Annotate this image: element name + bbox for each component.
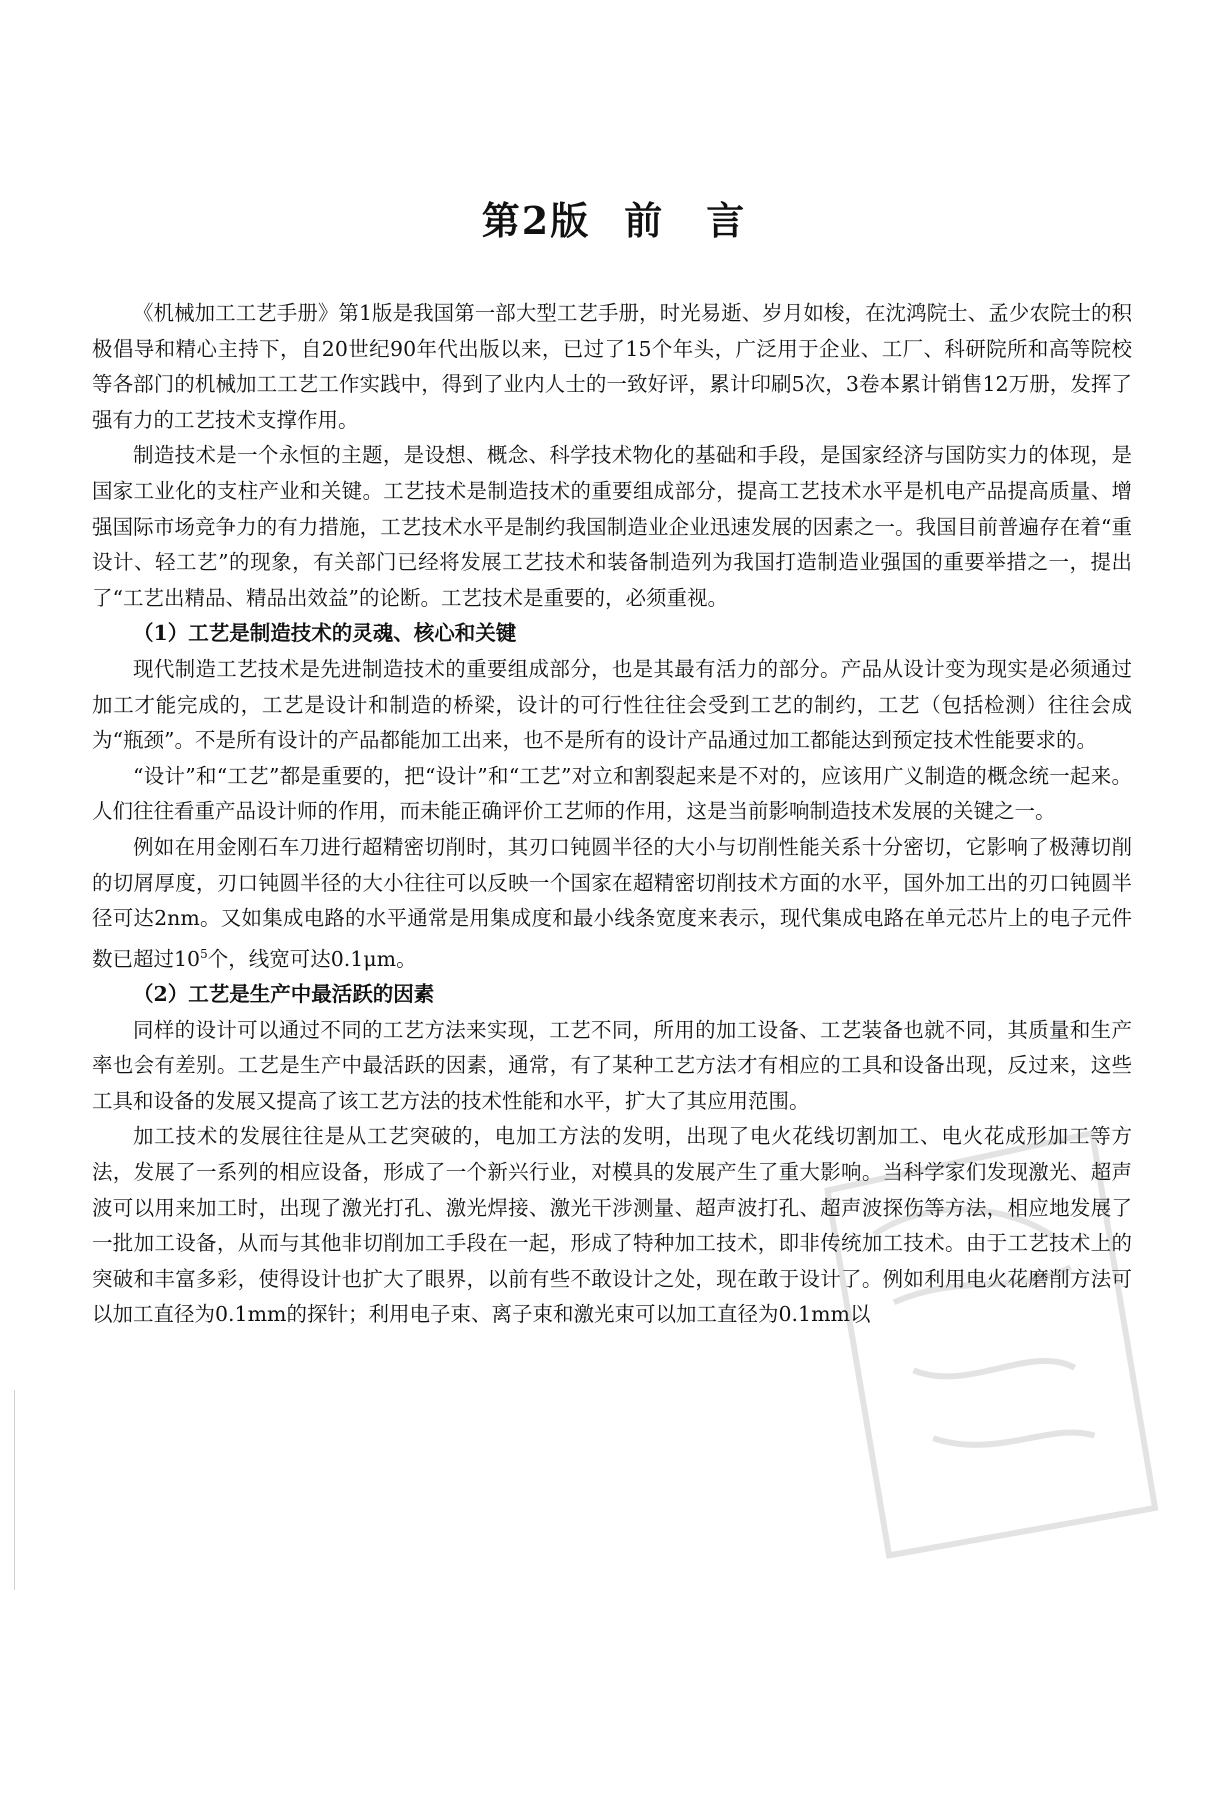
title-word-preface-2: 言 bbox=[706, 198, 747, 243]
example-text-before: 例如在用金刚石车刀进行超精密切削时，其刃口钝圆半径的大小与切削性能关系十分密切，它影响了极薄切削的切屑厚度，刃口钝圆半径的大小往往可以反映一个国家在超精密切削技术方面的水平，国外加工出的刃口钝圆半径可达2nm。又如集成电路的水平通常是用集成度和最小线条宽度来表示，现代集成电路在单元芯片上的电子元件数已超过10 bbox=[92, 834, 1132, 971]
example-exponent: 5 bbox=[200, 946, 208, 961]
paragraph-section1-a: 现代制造工艺技术是先进制造技术的重要组成部分，也是其最有活力的部分。产品从设计变为现实是必须通过加工才能完成的，工艺是设计和制造的桥梁，设计的可行性往往会受到工艺的制约，工艺（包括检测）往往会成为“瓶颈”。不是所有设计的产品都能加工出来，也不是所有的设计产品通过加工都能达到预定技术性能要求的。 bbox=[92, 656, 1132, 753]
page-title bbox=[0, 190, 1228, 245]
paragraph-section1-example bbox=[92, 830, 1132, 977]
section-heading-2: （2）工艺是生产中最活跃的因素 bbox=[133, 982, 435, 1007]
paragraph-section2-a: 同样的设计可以通过不同的工艺方法来实现，工艺不同，所用的加工设备、工艺装备也就不同，其质量和生产率也会有差别。工艺是生产中最活跃的因素，通常，有了某种工艺方法才有相应的工具和设备出现，反过来，这些工具和设备的发展又提高了该工艺方法的技术性能和水平，扩大了其应用范围。 bbox=[92, 1017, 1132, 1113]
title-edition: 第2版 bbox=[481, 198, 591, 243]
paragraph-section2-b: 加工技术的发展往往是从工艺突破的，电加工方法的发明，出现了电火花线切割加工、电火花成形加工等方法，发展了一系列的相应设备，形成了一个新兴行业，对模具的发展产生了重大影响。当科学家们发现激光、超声波可以用来加工时，出现了激光打孔、激光焊接、激光干涉测量、超声波打孔、超声波探伤等方法，相应地发展了一批加工设备，从而与其他非切削加工手段在一起，形成了特种加工技术，即非传统加工技术。由于工艺技术上的突破和丰富多彩，使得设计也扩大了眼界，以前有些不敢设计之处，现在敢于设计了。例如利用电火花磨削方法可以加工直径为0.1mm的探针；利用电子束、离子束和激光束可以加工直径为0.1mm以 bbox=[92, 1124, 1132, 1327]
example-text-after: 个，线宽可达0.1μm。 bbox=[207, 946, 417, 971]
body-text bbox=[92, 296, 1132, 1333]
paragraph-manufacturing: 制造技术是一个永恒的主题，是设想、概念、科学技术物化的基础和手段，是国家经济与国防实力的体现，是国家工业化的支柱产业和关键。工艺技术是制造技术的重要组成部分，提高工艺技术水平是机电产品提高质量、增强国际市场竞争力的有力措施，工艺技术水平是制约我国制造业企业迅速发展的因素之一。我国目前普遍存在着“重设计、轻工艺”的现象，有关部门已经将发展工艺技术和装备制造列为我国打造制造业强国的重要举措之一，提出了“工艺出精品、精品出效益”的论断。工艺技术是重要的，必须重视。 bbox=[92, 443, 1132, 610]
paragraph-intro: 《机械加工工艺手册》第1版是我国第一部大型工艺手册，时光易逝、岁月如梭，在沈鸿院士、孟少农院士的积极倡导和精心主持下，自20世纪90年代出版以来，已过了15个年头，广泛用于企业、工厂、科研院所和高等院校等各部门的机械加工工艺工作实践中，得到了业内人士的一致好评，累计印刷5次，3卷本累计销售12万册，发挥了强有力的工艺技术支撑作用。 bbox=[92, 301, 1132, 432]
section-heading-1: （1）工艺是制造技术的灵魂、核心和关键 bbox=[133, 621, 517, 646]
scan-edge-line bbox=[14, 1390, 15, 1590]
paragraph-section1-b: “设计”和“工艺”都是重要的，把“设计”和“工艺”对立和割裂起来是不对的，应该用广义制造的概念统一起来。人们往往看重产品设计师的作用，而未能正确评价工艺师的作用，这是当前影响制造技术发展的关键之一。 bbox=[92, 763, 1132, 824]
title-word-preface-1: 前 bbox=[624, 198, 665, 243]
